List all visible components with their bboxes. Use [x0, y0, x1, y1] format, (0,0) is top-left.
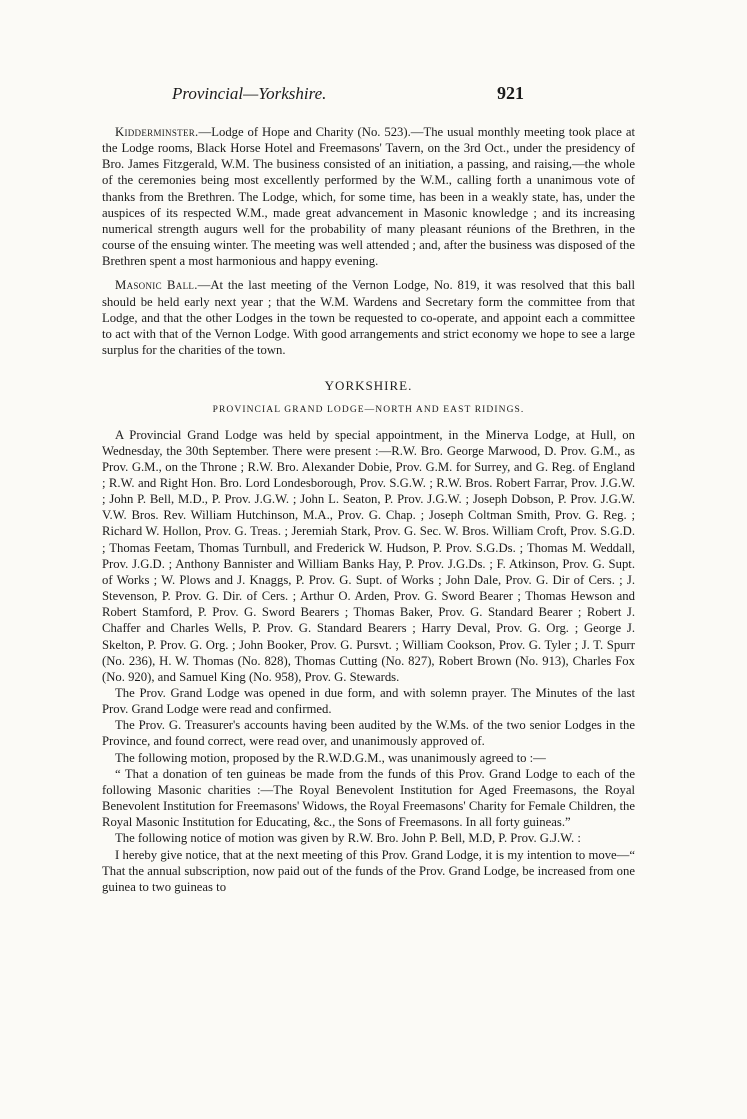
section-subtitle: PROVINCIAL GRAND LODGE—NORTH AND EAST RIDINGS.	[212, 405, 525, 416]
masonic-ball-paragraph	[102, 277, 635, 358]
yorkshire-paragraph-donation-quote: “ That a donation of ten guineas be made from the funds of this Prov. Grand Lodge to each of the following Masonic charities :—The Royal Benevolent Institution for Aged Freemasons, the Royal Benevolent Institution for Freemasons' Widows, the Royal Freemasons' Charity for Female Children, the Royal Masonic Institution for Educating, &c., the Sons of Freemasons. In all forty guineas.”	[102, 766, 635, 830]
yorkshire-paragraph-attendance: A Provincial Grand Lodge was held by special appointment, in the Minerva Lodge, at Hull, on Wednesday, the 30th September. There were present :—R.W. Bro. George Marwood, D. Prov. G.M., as Prov. G.M., on the Throne ; R.W. Bro. Alexander Dobie, Prov. G.M. for Surrey, and G. Reg. of England ; R.W. and Right Hon. Bro. Lord Londesborough, Prov. S.G.W. ; R.W. Bros. Robert Farrar, Prov. J.G.W. ; John P. Bell, M.D., P. Prov. J.G.W. ; John L. Seaton, P. Prov. J.G.W. ; Joseph Dobson, P. Prov. J.G.W. V.W. Bros. Rev. William Hutchinson, M.A., Prov. G. Chap. ; Joseph Coltman Smith, Prov. G. Reg. ; Richard W. Hollon, Prov. G. Treas. ; Jeremiah Stark, Prov. G. Sec. W. Bros. William Croft, Prov. S.G.D. ; Thomas Feetam, Thomas Turnbull, and Frederick W. Hudson, P. Prov. S.G.Ds. ; Thomas M. Weddall, Prov. J.G.D. ; Anthony Bannister and William Banks Hay, P. Prov. J.G.Ds. ; F. Atkinson, Prov. G. Supt. of Works ; W. Plows and J. Knaggs, P. Prov. G. Supt. of Works ; John Dale, Prov. G. Dir of Cers. ; J. Stevenson, P. Prov. G. Dir. of Cers. ; Arthur O. Arden, Prov. G. Sword Bearer ; Thomas Hewson and Robert Stamford, P. Prov. G. Sword Bearers ; Thomas Baker, Prov. G. Standard Bearer ; Robert J. Chaffer and Charles Wells, P. Prov. G. Standard Bearers ; Harry Deval, Prov. G. Org. ; George J. Skelton, P. Prov. G. Org. ; John Booker, Prov. G. Pursvt. ; William Cookson, Prov. G. Tyler ; J. T. Spurr (No. 236), H. W. Thomas (No. 828), Thomas Cutting (No. 827), Robert Brown (No. 913), Charles Fox (No. 920), and Samuel King (No. 958), Prov. G. Stewards.	[102, 427, 635, 684]
page-number: 921	[497, 83, 524, 103]
yorkshire-paragraph-notice-of-motion: The following notice of motion was given by R.W. Bro. John P. Bell, M.D, P. Prov. G.J.W. :	[115, 831, 581, 846]
paragraph-gap	[102, 269, 635, 277]
yorkshire-paragraph-motion: The following motion, proposed by the R.W.D.G.M., was unanimously agreed to :—	[115, 750, 546, 765]
running-head: Provincial—Yorkshire.	[172, 84, 327, 103]
yorkshire-paragraph-opening: The Prov. Grand Lodge was opened in due form, and with solemn prayer. The Minutes of the last Prov. Grand Lodge were read and confirmed.	[102, 686, 635, 717]
yorkshire-paragraph-accounts: The Prov. G. Treasurer's accounts having been audited by the W.Ms. of the two senior Lodges in the Province, and found correct, were read over, and unanimously approved of.	[102, 718, 635, 749]
kidderminster-place: Kidderminster.	[115, 125, 199, 139]
masonic-ball-heading: Masonic Ball.	[115, 278, 198, 293]
section-title: YORKSHIRE.	[324, 378, 413, 394]
article-body	[102, 124, 635, 895]
masonic-ball-text: —At the last meeting of the Vernon Lodge, No. 819, it was resolved that this ball should be held early next year ; that the W.M. Wardens and Secretary form the committee from that Lodge, and that the other Lodges in the town be requested to co-operate, and appoint each a committee to act with that of the Vernon Lodge. With good arrangements and strict economy we hope to see a large surplus for the charities of the town.	[102, 278, 635, 358]
kidderminster-text: —Lodge of Hope and Charity (No. 523).—The usual monthly meeting took place at the Lodge rooms, Black Horse Hotel and Freemasons' Tavern, on the 3rd Oct., under the presidency of Bro. James Fitzgerald, W.M. The business consisted of an initiation, a passing, and raising,—the whole of the ceremonies being most excellently performed by the W.M., calling forth a unanimous vote of thanks from the Brethren. The Lodge, which, for some time, has been in a weakly state, has, under the auspices of its respected W.M., made great advancement in Masonic knowledge ; and its increasing numerical strength augurs well for the probability of many pleasant réunions of the Brethren, in the course of the ensuing winter. The meeting was well attended ; and, after the business was disposed of the Brethren spent a most harmonious and happy evening.	[102, 125, 635, 269]
yorkshire-paragraph-notice-text: I hereby give notice, that at the next meeting of this Prov. Grand Lodge, it is my intention to move—“ That the annual subscription, now paid out of the funds of the Prov. Grand Lodge, be increased from one guinea to two guineas to	[102, 847, 635, 894]
kidderminster-paragraph	[102, 124, 635, 269]
